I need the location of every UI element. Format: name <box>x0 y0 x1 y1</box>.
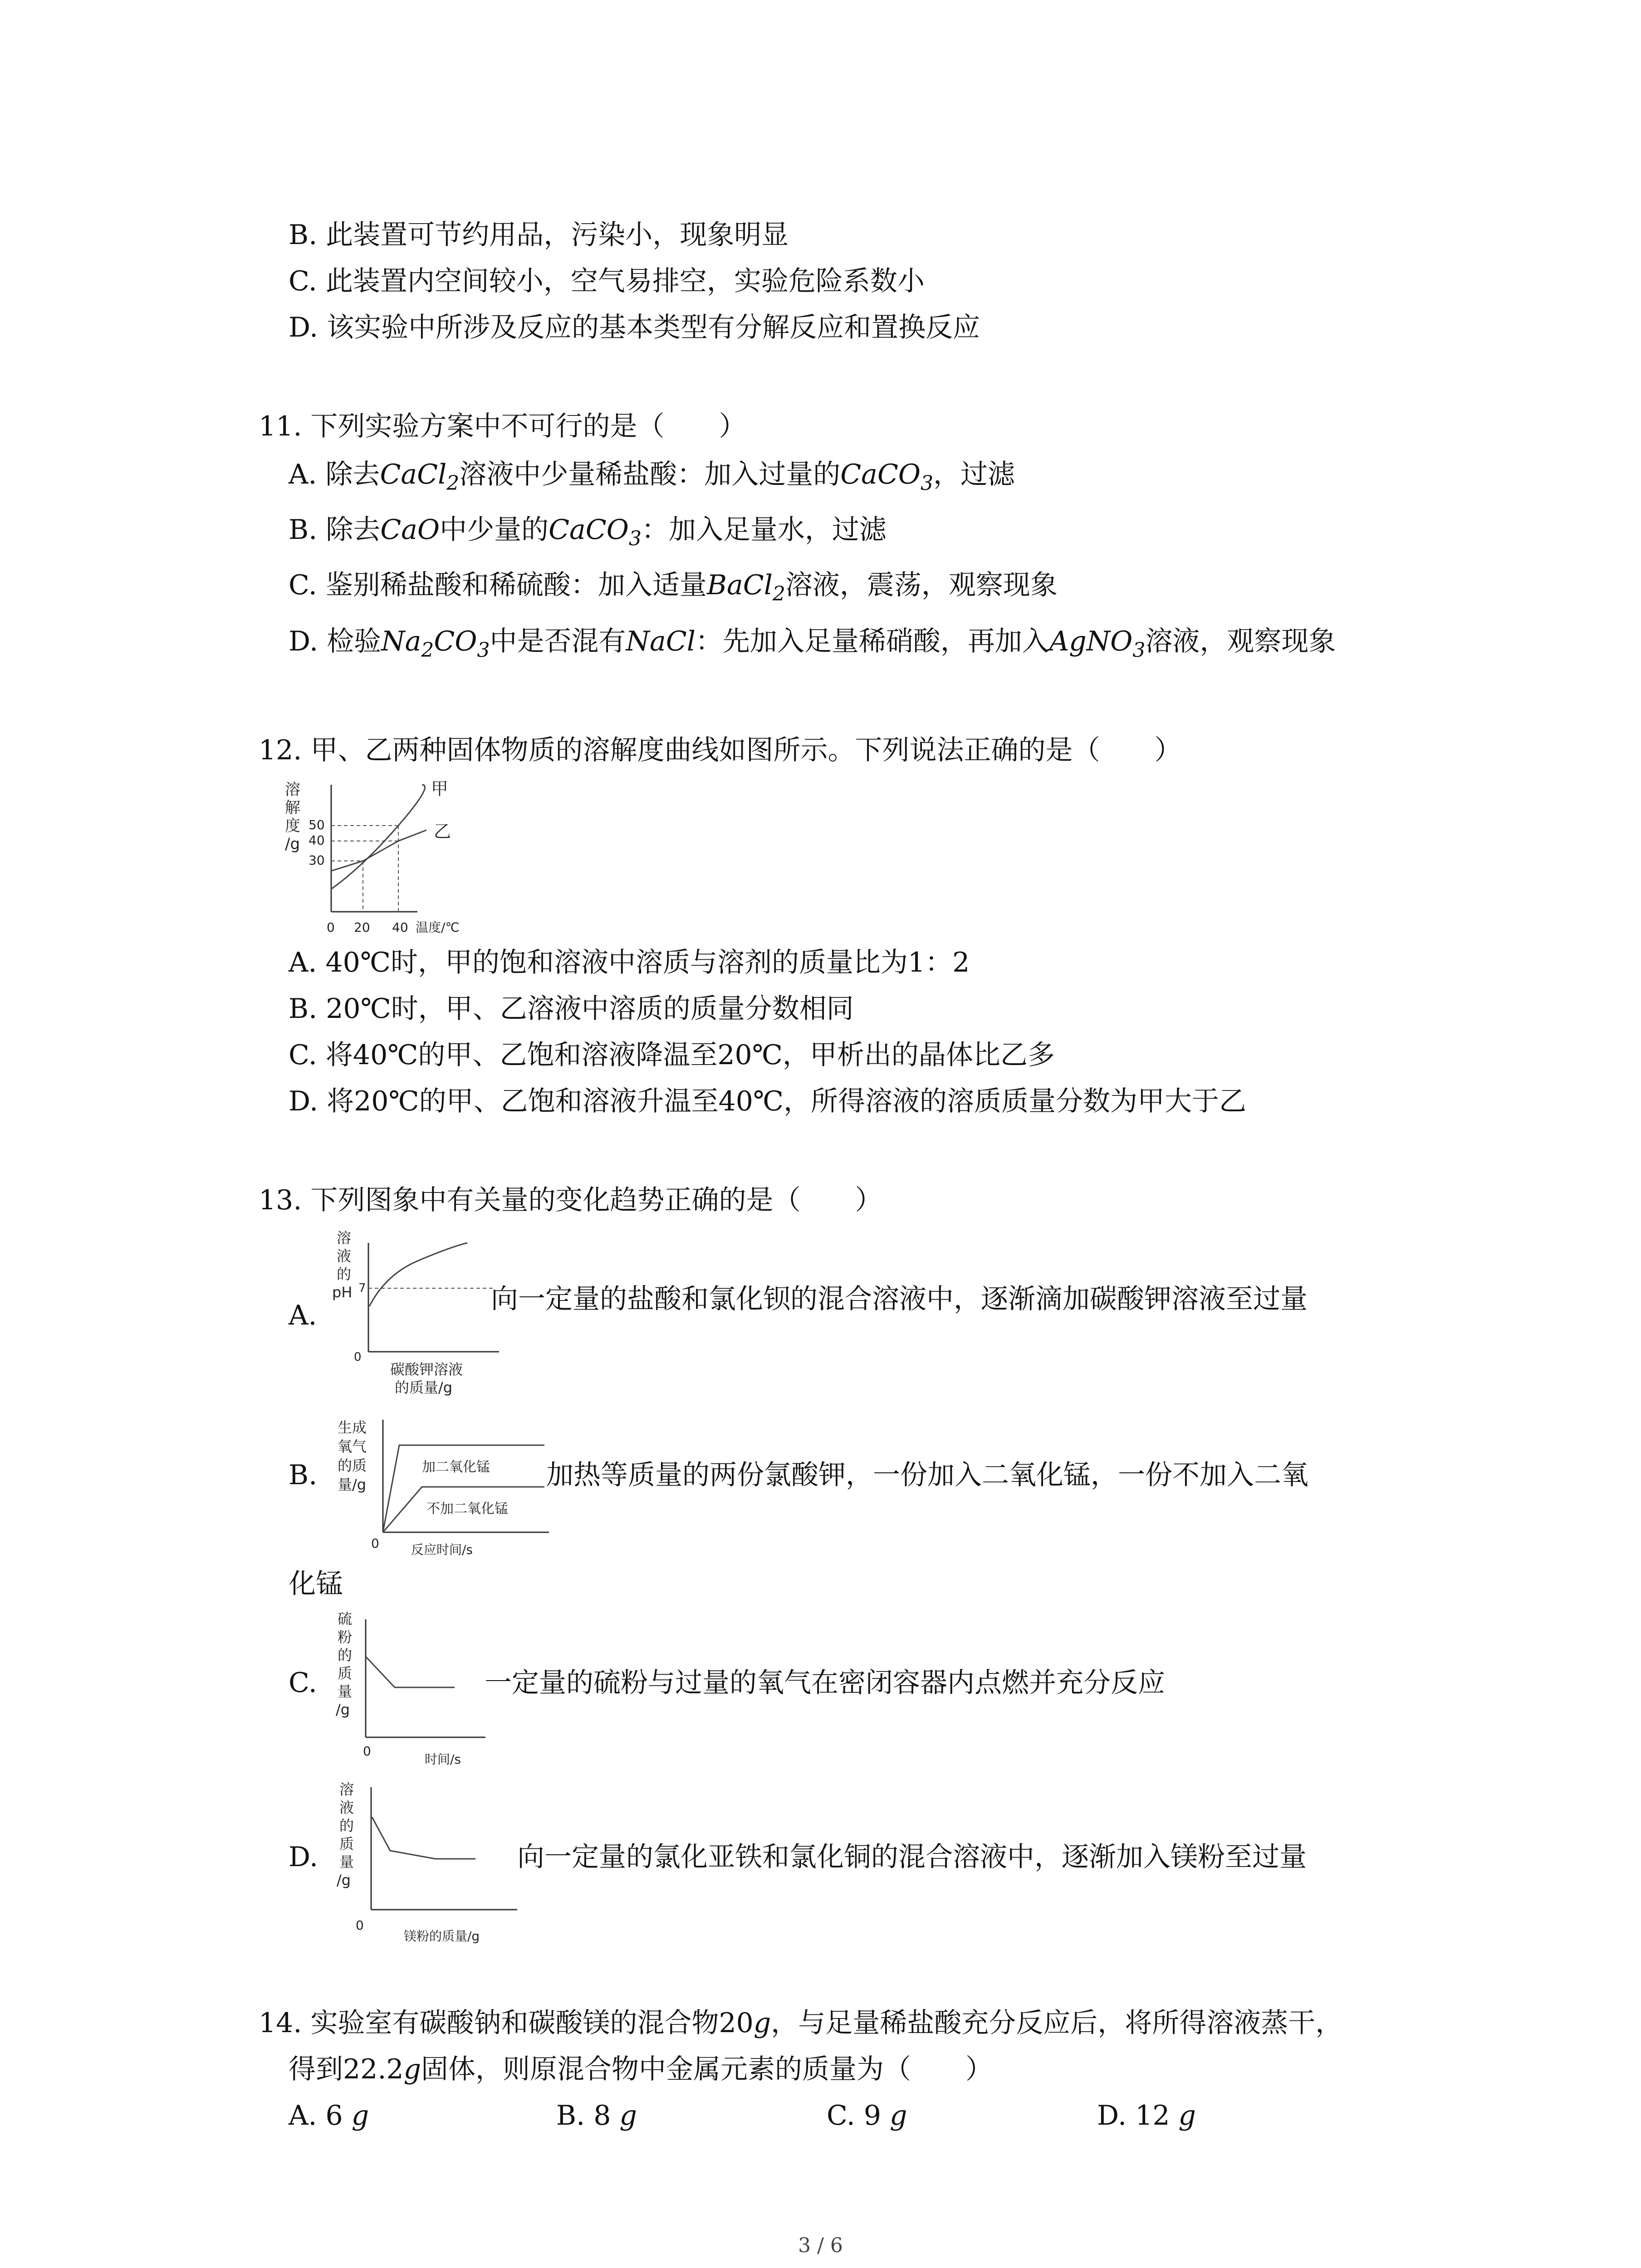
svg-text:硫: 硫 <box>338 1610 353 1628</box>
svg-text:pH: pH <box>332 1284 353 1301</box>
svg-text:0: 0 <box>371 1536 379 1551</box>
q13-d-label: D. <box>289 1841 318 1873</box>
svg-text:不加二氧化锰: 不加二氧化锰 <box>426 1501 508 1517</box>
page-number: 3 / 6 <box>798 2234 843 2257</box>
q12-series-yi: 乙 <box>434 821 451 841</box>
q12-option-c: C. 将40℃的甲、乙饱和溶液降温至20℃，甲析出的晶体比乙多 <box>289 1039 1055 1071</box>
q12-ylabel-2: 解 <box>285 799 300 817</box>
q12-xtick-40: 40 <box>392 920 408 935</box>
q10-option-c: C. 此装置内空间较小，空气易排空，实验危险系数小 <box>289 265 925 297</box>
q11-option-d: D. 检验$Na_2CO_3$中是否混有NaCl：先加入足量稀硝酸，再加入AgNO$_3$溶液，观察现象 <box>289 626 1336 662</box>
q12-option-b: B. 20℃时，甲、乙溶液中溶质的质量分数相同 <box>289 993 854 1025</box>
svg-text:7: 7 <box>358 1281 366 1295</box>
q14-option-b: B. 8 g <box>556 2100 637 2131</box>
q13-a-label: A. <box>289 1300 317 1331</box>
q12-ylabel-4: /g <box>285 835 300 853</box>
svg-text:的质: 的质 <box>338 1457 367 1474</box>
q12-curve-yi <box>331 830 426 871</box>
svg-text:0: 0 <box>356 1918 364 1933</box>
q13-a-text: 向一定量的盐酸和氯化钡的混合溶液中，逐渐滴加碳酸钾溶液至过量 <box>491 1283 1308 1315</box>
svg-text:溶: 溶 <box>337 1229 352 1246</box>
q13-b-text: 加热等质量的两份氯酸钾，一份加入二氧化锰，一份不加入二氧 <box>546 1459 1308 1491</box>
svg-text:碳酸钾溶液: 碳酸钾溶液 <box>390 1361 463 1378</box>
svg-text:的: 的 <box>338 1647 353 1664</box>
q14-option-c: C. 9 g <box>827 2100 907 2131</box>
q12-curve-jia <box>331 785 425 889</box>
q12-ylabel-3: 度 <box>285 817 300 835</box>
q10-option-d: D. 该实验中所涉及反应的基本类型有分解反应和置换反应 <box>289 312 980 343</box>
q13-d-text: 向一定量的氯化亚铁和氯化铜的混合溶液中，逐渐加入镁粉至过量 <box>517 1841 1307 1873</box>
q13-stem: 13. 下列图象中有关量的变化趋势正确的是（ ） <box>259 1184 882 1216</box>
svg-text:质: 质 <box>339 1835 354 1853</box>
q12-xlabel: 温度/℃ <box>416 920 460 935</box>
q13-c-graph <box>336 1606 508 1778</box>
svg-text:量: 量 <box>338 1683 353 1700</box>
q12-ytick-30: 30 <box>309 853 325 868</box>
q12-xtick-20: 20 <box>354 920 370 935</box>
svg-text:量/g: 量/g <box>338 1476 367 1493</box>
q10-option-b: B. 此装置可节约用品，污染小，现象明显 <box>289 219 789 251</box>
q11-stem: 11. 下列实验方案中不可行的是（ ） <box>259 411 746 442</box>
q12-option-d: D. 将20℃的甲、乙饱和溶液升温至40℃，所得溶液的溶质质量分数为甲大于乙 <box>289 1085 1247 1117</box>
svg-text:质: 质 <box>338 1665 353 1682</box>
svg-text:时间/s: 时间/s <box>425 1752 461 1767</box>
q14-stem-line1: 14. 实验室有碳酸钠和碳酸镁的混合物20g，与足量稀盐酸充分反应后，将所得溶液蒸干， <box>259 2007 1343 2039</box>
svg-text:加二氧化锰: 加二氧化锰 <box>422 1459 490 1475</box>
q12-stem: 12. 甲、乙两种固体物质的溶解度曲线如图所示。下列说法正确的是（ ） <box>259 734 1182 766</box>
svg-text:液: 液 <box>337 1247 352 1265</box>
q11-option-c: C. 鉴别稀盐酸和稀硫酸：加入适量BaCl$_2$溶液，震荡，观察现象 <box>289 569 1058 606</box>
svg-text:的质量/g: 的质量/g <box>395 1379 453 1396</box>
q14-stem-line2: 得到22.2g固体，则原混合物中金属元素的质量为（ ） <box>289 2053 993 2085</box>
svg-text:的: 的 <box>339 1817 354 1834</box>
svg-text:反应时间/s: 反应时间/s <box>411 1542 473 1557</box>
q11-option-a: A. 除去CaCl$_2$溶液中少量稀盐酸：加入过量的CaCO$_3$，过滤 <box>289 459 1015 495</box>
svg-text:粉: 粉 <box>338 1628 353 1646</box>
q12-xtick-0: 0 <box>327 920 335 935</box>
svg-text:生成: 生成 <box>338 1419 367 1436</box>
q14-option-a: A. 6 g <box>289 2100 369 2131</box>
svg-text:液: 液 <box>339 1799 354 1816</box>
svg-text:/g: /g <box>337 1872 351 1889</box>
svg-text:量: 量 <box>339 1853 354 1871</box>
svg-text:的: 的 <box>337 1266 352 1283</box>
q13-c-label: C. <box>289 1667 317 1699</box>
q12-solubility-graph <box>281 776 490 939</box>
q12-ytick-40: 40 <box>309 833 325 848</box>
svg-text:镁粉的质量/g: 镁粉的质量/g <box>404 1929 480 1944</box>
svg-text:溶: 溶 <box>339 1781 354 1798</box>
q13-c-text: 一定量的硫粉与过量的氧气在密闭容器内点燃并充分反应 <box>485 1667 1165 1699</box>
svg-text:0: 0 <box>363 1744 371 1759</box>
q13-b-text-cont: 化锰 <box>289 1568 343 1600</box>
svg-text:0: 0 <box>354 1350 362 1364</box>
svg-text:氧气: 氧气 <box>338 1438 367 1455</box>
q13-b-label: B. <box>289 1459 318 1491</box>
q12-ytick-50: 50 <box>309 817 325 832</box>
q14-option-d: D. 12 g <box>1097 2100 1196 2131</box>
q12-series-jia: 甲 <box>431 779 449 799</box>
svg-text:/g: /g <box>336 1701 350 1718</box>
q13-d-graph <box>336 1778 526 1950</box>
q13-b-graph <box>331 1411 554 1560</box>
q12-ylabel-1: 溶 <box>285 781 300 799</box>
q12-option-a: A. 40℃时，甲的饱和溶液中溶质与溶剂的质量比为1：2 <box>289 947 970 978</box>
q13-a-graph <box>327 1225 508 1397</box>
q11-option-b: B. 除去CaO中少量的CaCO$_3$：加入足量水，过滤 <box>289 514 887 550</box>
